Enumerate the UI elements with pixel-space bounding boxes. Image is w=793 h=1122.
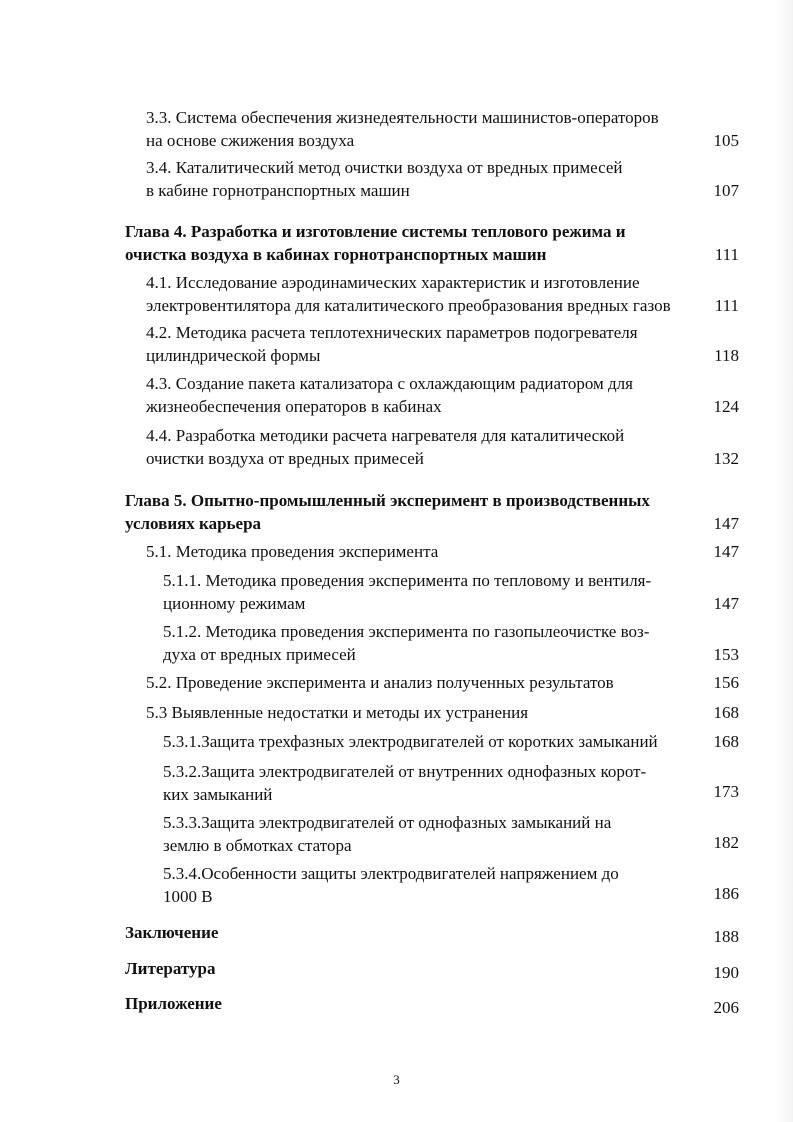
toc-entry-page: 153 — [713, 645, 739, 664]
toc-entry-page: 147 — [713, 514, 739, 533]
toc-entry-page: 105 — [713, 131, 739, 150]
toc-entry-page: 124 — [713, 397, 739, 416]
toc-entry-page: 182 — [713, 833, 739, 852]
toc-entry-page: 111 — [714, 245, 739, 264]
toc-entry-page: 118 — [714, 346, 739, 365]
toc-entry-title: Приложение — [125, 994, 222, 1013]
toc-entry-title: 3.3. Система обеспечения жизнедеятельности машинистов-операторов на основе сжижения воздуха — [146, 108, 659, 150]
page-number: 3 — [393, 1072, 400, 1087]
toc-entry-page: 206 — [713, 998, 739, 1017]
toc-entry-title: 5.3.3.Защита электродвигателей от однофазных замыканий на землю в обмотках статора — [163, 813, 612, 855]
toc-entry-page: 147 — [713, 594, 739, 613]
toc-entry-page: 107 — [713, 181, 739, 200]
toc-entry-title: 5.3 Выявленные недостатки и методы их устранения — [146, 703, 529, 722]
toc-entry-page: 186 — [713, 884, 739, 903]
toc-entry-page: 132 — [713, 449, 739, 468]
scan-edge-shadow — [775, 0, 793, 1122]
toc-chapter-title: Глава 5. Опытно-промышленный эксперимент в производственных условиях карьера — [125, 491, 650, 533]
toc-entry-page: 190 — [713, 963, 739, 982]
toc-entry-title: 5.3.4.Особенности защиты электродвигателей напряжением до 1000 В — [163, 864, 619, 906]
toc-entry-title: 5.1.2. Методика проведения эксперимента по газопылеочистке воз- духа от вредных примесей — [163, 622, 650, 664]
toc-entry-title: 5.3.1.Защита трехфазных электродвигателей от коротких замыканий — [163, 732, 658, 751]
toc-entry-title: 4.1. Исследование аэродинамических характеристик и изготовление электровентилятора для каталитического преобразования вредных газов — [146, 273, 671, 315]
toc-chapter-title: Глава 4. Разработка и изготовление системы теплового режима и очистка воздуха в кабинах горнотранспортных машин — [125, 222, 626, 264]
toc-entry-title: 5.1. Методика проведения эксперимента — [146, 542, 439, 561]
toc-entry-page: 168 — [713, 732, 739, 751]
toc-entry-page: 147 — [713, 542, 739, 561]
toc-entry-title: 3.4. Каталитический метод очистки воздуха от вредных примесей в кабине горнотранспортных машин — [146, 158, 623, 200]
toc-entry-page: 168 — [713, 703, 739, 722]
toc-entry-title: 4.3. Создание пакета катализатора с охлаждающим радиатором для жизнеобеспечения операторов в кабинах — [146, 374, 633, 416]
toc-entry-page: 111 — [714, 296, 739, 315]
toc-entry-page: 188 — [713, 927, 739, 946]
toc-entry-title: 5.2. Проведение эксперимента и анализ полученных результатов — [146, 673, 614, 692]
toc-entry-page: 173 — [713, 782, 739, 801]
toc-entry-title: Заключение — [125, 923, 219, 942]
toc-entry-title: Литература — [125, 959, 216, 978]
toc-entry-title: 4.2. Методика расчета теплотехнических параметров подогревателя цилиндрической формы — [146, 323, 638, 365]
toc-entry-page: 156 — [713, 673, 739, 692]
toc-entry-title: 5.3.2.Защита электродвигателей от внутренних однофазных корот- ких замыканий — [163, 762, 647, 804]
toc-entry-title: 4.4. Разработка методики расчета нагревателя для каталитической очистки воздуха от вредных примесей — [146, 426, 625, 468]
toc-entry-title: 5.1.1. Методика проведения эксперимента по тепловому и вентиля- ционному режимам — [163, 571, 652, 613]
